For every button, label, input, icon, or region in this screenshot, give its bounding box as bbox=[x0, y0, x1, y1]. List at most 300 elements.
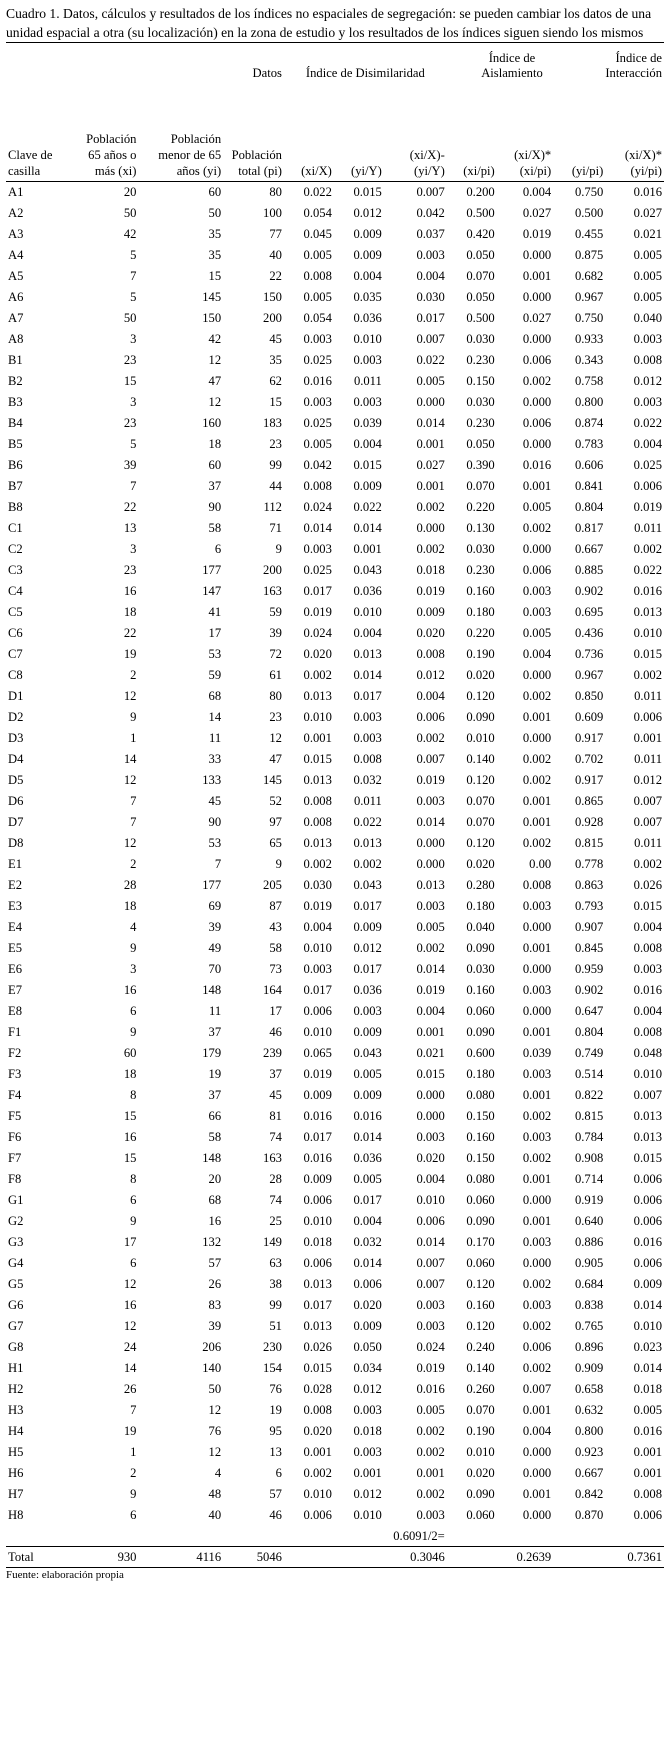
table-cell: 0.037 bbox=[416, 227, 445, 241]
table-cell: 0.006 bbox=[633, 1193, 662, 1207]
table-cell: 0.160 bbox=[466, 1130, 495, 1144]
table-cell: 0.018 bbox=[416, 563, 445, 577]
row-key-cell: G7 bbox=[8, 1319, 24, 1333]
table-cell: 0.009 bbox=[353, 227, 382, 241]
table-cell: 0.017 bbox=[353, 899, 382, 913]
row-key-cell: C6 bbox=[8, 626, 23, 640]
table-row bbox=[6, 917, 664, 938]
table-cell: 177 bbox=[202, 878, 222, 892]
table-cell: 0.002 bbox=[303, 668, 332, 682]
table-cell: 6 bbox=[214, 542, 222, 556]
table-cell: 11 bbox=[209, 1004, 222, 1018]
table-row bbox=[6, 203, 664, 224]
row-key-cell: H6 bbox=[8, 1466, 24, 1480]
table-cell: 0.020 bbox=[303, 1424, 332, 1438]
table-cell: 23 bbox=[269, 710, 282, 724]
table-cell: 0.004 bbox=[522, 185, 552, 199]
table-cell: 0.036 bbox=[353, 1151, 382, 1165]
table-cell: 0.026 bbox=[633, 878, 662, 892]
table-cell: 42 bbox=[208, 332, 222, 346]
table-cell: 0.682 bbox=[574, 269, 604, 283]
table-cell: 0.016 bbox=[303, 1151, 332, 1165]
table-cell: 0.003 bbox=[353, 1445, 382, 1459]
row-key-cell: D6 bbox=[8, 794, 24, 808]
table-cell: 0.020 bbox=[303, 647, 332, 661]
table-cell: 0.000 bbox=[522, 668, 552, 682]
table-cell: 0.008 bbox=[303, 479, 332, 493]
table-cell: 0.001 bbox=[522, 1403, 552, 1417]
table-cell: 0.014 bbox=[353, 1130, 382, 1144]
table-cell: 6 bbox=[130, 1256, 137, 1270]
table-row bbox=[6, 707, 664, 728]
table-cell: 0.230 bbox=[466, 416, 495, 430]
table-cell: 0.001 bbox=[416, 437, 445, 451]
table-cell: 39 bbox=[208, 920, 222, 934]
table-cell: 0.000 bbox=[522, 437, 552, 451]
table-cell: 0.027 bbox=[522, 206, 552, 220]
table-cell: 0.050 bbox=[466, 248, 495, 262]
table-cell: 40 bbox=[208, 1508, 222, 1522]
table-cell: 200 bbox=[263, 311, 282, 325]
table-row bbox=[6, 791, 664, 812]
table-cell: 0.017 bbox=[303, 584, 332, 598]
table-cell: 23 bbox=[123, 563, 137, 577]
table-cell: 0.008 bbox=[303, 794, 332, 808]
total-label: Total bbox=[6, 1547, 78, 1568]
table-cell: 0.015 bbox=[633, 647, 662, 661]
table-cell: 0.004 bbox=[416, 1172, 445, 1186]
table-cell: 160 bbox=[202, 416, 222, 430]
table-row bbox=[6, 854, 664, 875]
table-cell: 0.011 bbox=[353, 794, 382, 808]
row-key-cell: G2 bbox=[8, 1214, 24, 1228]
table-cell: 15 bbox=[123, 1109, 137, 1123]
table-cell: 18 bbox=[123, 899, 137, 913]
table-cell: 0.343 bbox=[574, 353, 604, 367]
table-row bbox=[6, 392, 664, 413]
row-key-cell: E3 bbox=[8, 899, 22, 913]
table-cell: 0.030 bbox=[466, 542, 495, 556]
table-cell: 16 bbox=[208, 1214, 222, 1228]
table-cell: 0.002 bbox=[522, 752, 552, 766]
table-row bbox=[6, 224, 664, 245]
table-cell: 0.280 bbox=[466, 878, 495, 892]
table-cell: 0.010 bbox=[303, 1214, 332, 1228]
table-cell: 0.006 bbox=[633, 479, 662, 493]
table-cell: 183 bbox=[263, 416, 282, 430]
table-row bbox=[6, 602, 664, 623]
table-cell: 0.436 bbox=[574, 626, 604, 640]
table-cell: 12 bbox=[123, 689, 137, 703]
table-cell: 0.928 bbox=[574, 815, 604, 829]
table-cell: 0.000 bbox=[416, 857, 445, 871]
total-row bbox=[6, 1547, 664, 1568]
table-cell: 0.004 bbox=[353, 269, 382, 283]
table-cell: 0.030 bbox=[466, 962, 495, 976]
table-cell: 80 bbox=[269, 185, 282, 199]
table-cell: 6 bbox=[130, 1508, 137, 1522]
table-cell: 0.014 bbox=[416, 416, 445, 430]
table-cell: 0.005 bbox=[522, 500, 552, 514]
table-cell: 0.001 bbox=[522, 815, 552, 829]
table-cell: 0.010 bbox=[416, 1193, 445, 1207]
table-cell: 0.016 bbox=[633, 185, 662, 199]
table-cell: 100 bbox=[263, 206, 282, 220]
table-cell: 0.008 bbox=[633, 1487, 662, 1501]
table-cell: 0.050 bbox=[466, 290, 495, 304]
table-cell: 0.006 bbox=[303, 1256, 332, 1270]
table-cell: 0.001 bbox=[303, 1445, 332, 1459]
row-key-cell: E4 bbox=[8, 920, 22, 934]
table-cell: 0.000 bbox=[522, 731, 552, 745]
table-cell: 0.647 bbox=[574, 1004, 604, 1018]
table-cell: 0.006 bbox=[522, 1340, 552, 1354]
table-row bbox=[6, 875, 664, 896]
table-row bbox=[6, 833, 664, 854]
table-cell: 95 bbox=[269, 1424, 282, 1438]
table-cell: 99 bbox=[269, 458, 282, 472]
table-cell: 0.874 bbox=[574, 416, 604, 430]
table-cell: 77 bbox=[269, 227, 282, 241]
total-empty-5 bbox=[334, 1547, 384, 1568]
table-cell: 0.120 bbox=[466, 689, 495, 703]
table-row bbox=[6, 371, 664, 392]
table-cell: 0.017 bbox=[353, 962, 382, 976]
table-cell: 0.030 bbox=[466, 332, 495, 346]
total-aislamiento: 0.2639 bbox=[497, 1547, 553, 1568]
table-cell: 0.001 bbox=[522, 269, 552, 283]
table-cell: 37 bbox=[208, 479, 222, 493]
total-y: 4116 bbox=[138, 1547, 223, 1568]
table-cell: 0.009 bbox=[353, 248, 382, 262]
table-cell: 200 bbox=[263, 563, 282, 577]
table-cell: 22 bbox=[123, 500, 137, 514]
table-cell: 0.002 bbox=[303, 857, 332, 871]
table-cell: 0.870 bbox=[574, 1508, 604, 1522]
table-cell: 35 bbox=[269, 353, 282, 367]
table-cell: 0.390 bbox=[466, 458, 495, 472]
table-cell: 0.016 bbox=[633, 584, 662, 598]
table-cell: 0.030 bbox=[416, 290, 445, 304]
row-key-cell: D1 bbox=[8, 689, 24, 703]
table-cell: 0.003 bbox=[416, 1130, 445, 1144]
table-cell: 0.065 bbox=[303, 1046, 332, 1060]
table-cell: 0.003 bbox=[303, 332, 332, 346]
table-cell: 44 bbox=[269, 479, 282, 493]
table-cell: 57 bbox=[269, 1487, 282, 1501]
total-empty-7 bbox=[447, 1547, 497, 1568]
table-row bbox=[6, 1379, 664, 1400]
table-row bbox=[6, 476, 664, 497]
table-cell: 0.042 bbox=[416, 206, 445, 220]
table-cell: 0.004 bbox=[416, 269, 445, 283]
table-cell: 45 bbox=[269, 332, 282, 346]
total-interaccion: 0.7361 bbox=[605, 1547, 664, 1568]
table-cell: 148 bbox=[202, 1151, 222, 1165]
table-cell: 0.012 bbox=[353, 1382, 382, 1396]
table-cell: 148 bbox=[202, 983, 222, 997]
table-cell: 0.967 bbox=[574, 668, 604, 682]
table-cell: 0.019 bbox=[522, 227, 552, 241]
table-cell: 9 bbox=[130, 1025, 137, 1039]
table-cell: 0.004 bbox=[353, 437, 382, 451]
table-cell: 0.609 bbox=[574, 710, 604, 724]
table-cell: 16 bbox=[123, 584, 137, 598]
table-cell: 7 bbox=[130, 794, 137, 808]
table-cell: 0.012 bbox=[353, 941, 382, 955]
table-cell: 0.048 bbox=[633, 1046, 662, 1060]
table-cell: 0.001 bbox=[522, 710, 552, 724]
table-cell: 0.260 bbox=[466, 1382, 495, 1396]
table-cell: 0.016 bbox=[522, 458, 552, 472]
table-cell: 0.420 bbox=[466, 227, 495, 241]
row-key-cell: A2 bbox=[8, 206, 24, 220]
table-cell: 2 bbox=[130, 857, 137, 871]
group-aislamiento: Índice de Aislamiento bbox=[447, 43, 553, 84]
table-cell: 0.001 bbox=[522, 1172, 552, 1186]
table-cell: 28 bbox=[123, 878, 137, 892]
table-cell: 50 bbox=[208, 1382, 222, 1396]
table-cell: 0.013 bbox=[633, 1130, 662, 1144]
row-key-cell: C2 bbox=[8, 542, 23, 556]
table-cell: 0.009 bbox=[353, 1088, 382, 1102]
table-cell: 0.010 bbox=[303, 941, 332, 955]
table-cell: 99 bbox=[269, 1298, 282, 1312]
table-row bbox=[6, 644, 664, 665]
table-cell: 40 bbox=[269, 248, 282, 262]
table-cell: 12 bbox=[123, 836, 137, 850]
table-row bbox=[6, 623, 664, 644]
table-cell: 140 bbox=[202, 1361, 222, 1375]
table-cell: 0.005 bbox=[353, 1067, 382, 1081]
table-cell: 0.036 bbox=[353, 311, 382, 325]
row-key-cell: C8 bbox=[8, 668, 23, 682]
table-cell: 0.002 bbox=[522, 689, 552, 703]
table-cell: 0.000 bbox=[522, 395, 552, 409]
table-cell: 0.003 bbox=[633, 962, 662, 976]
table-cell: 0.003 bbox=[416, 899, 445, 913]
table-row bbox=[6, 1106, 664, 1127]
table-cell: 17 bbox=[208, 626, 222, 640]
table-cell: 38 bbox=[269, 1277, 282, 1291]
table-cell: 0.032 bbox=[353, 773, 382, 787]
table-cell: 12 bbox=[123, 1319, 137, 1333]
row-key-cell: C7 bbox=[8, 647, 23, 661]
table-cell: 68 bbox=[208, 1193, 222, 1207]
table-cell: 0.001 bbox=[303, 731, 332, 745]
table-cell: 0.006 bbox=[633, 710, 662, 724]
table-row bbox=[6, 1337, 664, 1358]
table-cell: 0.003 bbox=[416, 1319, 445, 1333]
table-cell: 0.016 bbox=[633, 1424, 662, 1438]
table-cell: 0.003 bbox=[522, 983, 552, 997]
table-cell: 0.001 bbox=[633, 1466, 662, 1480]
table-cell: 132 bbox=[202, 1235, 222, 1249]
table-cell: 71 bbox=[269, 521, 282, 535]
table-cell: 0.008 bbox=[303, 815, 332, 829]
table-cell: 0.003 bbox=[633, 332, 662, 346]
table-cell: 0.180 bbox=[466, 605, 495, 619]
table-cell: 17 bbox=[123, 1235, 137, 1249]
table-cell: 0.015 bbox=[303, 752, 332, 766]
table-cell: 0.003 bbox=[522, 1235, 552, 1249]
table-cell: 4 bbox=[130, 920, 137, 934]
table-cell: 0.018 bbox=[353, 1424, 382, 1438]
table-cell: 239 bbox=[263, 1046, 282, 1060]
row-key-cell: D4 bbox=[8, 752, 24, 766]
table-cell: 0.003 bbox=[522, 1067, 552, 1081]
table-cell: 0.035 bbox=[353, 290, 382, 304]
table-cell: 65 bbox=[269, 836, 282, 850]
table-cell: 6 bbox=[275, 1466, 282, 1480]
table-row bbox=[6, 287, 664, 308]
table-cell: 0.006 bbox=[416, 1214, 445, 1228]
table-cell: 14 bbox=[123, 1361, 137, 1375]
table-cell: 0.000 bbox=[522, 542, 552, 556]
table-cell: 0.007 bbox=[416, 332, 445, 346]
table-cell: 8 bbox=[130, 1088, 137, 1102]
row-key-cell: E8 bbox=[8, 1004, 22, 1018]
table-cell: 0.005 bbox=[522, 626, 552, 640]
table-cell: 0.030 bbox=[466, 395, 495, 409]
table-cell: 205 bbox=[263, 878, 282, 892]
table-cell: 0.016 bbox=[633, 983, 662, 997]
table-cell: 23 bbox=[123, 353, 137, 367]
total-empty-4 bbox=[284, 1547, 334, 1568]
table-cell: 0.001 bbox=[522, 1025, 552, 1039]
table-cell: 0.003 bbox=[522, 584, 552, 598]
table-cell: 0.008 bbox=[633, 353, 662, 367]
row-key-cell: D5 bbox=[8, 773, 24, 787]
table-cell: 0.001 bbox=[353, 1466, 382, 1480]
table-cell: 9 bbox=[275, 542, 282, 556]
row-key-cell: F8 bbox=[8, 1172, 22, 1186]
table-cell: 9 bbox=[275, 857, 282, 871]
table-cell: 0.005 bbox=[303, 290, 332, 304]
table-cell: 16 bbox=[123, 1130, 137, 1144]
table-cell: 28 bbox=[269, 1172, 282, 1186]
table-cell: 0.002 bbox=[353, 857, 382, 871]
table-cell: 0.070 bbox=[466, 479, 495, 493]
table-cell: 0.000 bbox=[416, 1088, 445, 1102]
table-cell: 53 bbox=[208, 647, 222, 661]
sum-note: 0.6091/2= bbox=[393, 1529, 445, 1543]
table-row bbox=[6, 1295, 664, 1316]
table-cell: 0.200 bbox=[466, 185, 495, 199]
table-cell: 33 bbox=[208, 752, 222, 766]
table-cell: 0.667 bbox=[574, 1466, 604, 1480]
table-cell: 49 bbox=[208, 941, 222, 955]
table-cell: 0.006 bbox=[522, 416, 552, 430]
row-key-cell: F3 bbox=[8, 1067, 22, 1081]
table-cell: 0.043 bbox=[353, 878, 382, 892]
table-cell: 145 bbox=[202, 290, 222, 304]
table-cell: 14 bbox=[208, 710, 222, 724]
table-cell: 0.001 bbox=[522, 479, 552, 493]
row-key-cell: H3 bbox=[8, 1403, 24, 1417]
row-key-cell: E2 bbox=[8, 878, 22, 892]
table-cell: 0.002 bbox=[416, 1424, 445, 1438]
table-cell: 0.003 bbox=[303, 395, 332, 409]
table-cell: 0.160 bbox=[466, 983, 495, 997]
table-row bbox=[6, 686, 664, 707]
row-key-cell: B6 bbox=[8, 458, 23, 472]
row-key-cell: H2 bbox=[8, 1382, 24, 1396]
table-cell: 0.800 bbox=[574, 1424, 604, 1438]
table-cell: 7 bbox=[130, 269, 137, 283]
row-key-cell: C5 bbox=[8, 605, 23, 619]
row-key-cell: H5 bbox=[8, 1445, 24, 1459]
table-row bbox=[6, 1127, 664, 1148]
col-header-yi-Y: (yi/Y) bbox=[334, 83, 384, 182]
table-cell: 133 bbox=[202, 773, 222, 787]
table-cell: 0.967 bbox=[574, 290, 604, 304]
table-cell: 0.090 bbox=[466, 941, 495, 955]
table-cell: 0.008 bbox=[522, 878, 552, 892]
table-cell: 0.959 bbox=[574, 962, 604, 976]
table-cell: 0.658 bbox=[574, 1382, 604, 1396]
table-cell: 45 bbox=[269, 1088, 282, 1102]
table-cell: 0.090 bbox=[466, 710, 495, 724]
table-cell: 0.025 bbox=[303, 563, 332, 577]
table-row bbox=[6, 1274, 664, 1295]
table-cell: 46 bbox=[269, 1025, 282, 1039]
col-header-aislamiento: (xi/X)* (xi/pi) bbox=[497, 83, 553, 182]
table-cell: 0.002 bbox=[633, 542, 662, 556]
table-cell: 58 bbox=[208, 521, 222, 535]
table-cell: 0.039 bbox=[522, 1046, 552, 1060]
table-cell: 13 bbox=[269, 1445, 282, 1459]
table-row bbox=[6, 182, 664, 204]
table-cell: 147 bbox=[202, 584, 222, 598]
table-cell: 0.010 bbox=[303, 1025, 332, 1039]
table-cell: 0.003 bbox=[522, 899, 552, 913]
row-key-cell: A8 bbox=[8, 332, 24, 346]
table-cell: 0.230 bbox=[466, 563, 495, 577]
table-cell: 68 bbox=[208, 689, 222, 703]
table-cell: 0.019 bbox=[416, 584, 445, 598]
group-header-row bbox=[6, 43, 664, 84]
table-cell: 37 bbox=[269, 1067, 282, 1081]
table-cell: 0.016 bbox=[353, 1109, 382, 1123]
table-cell: 0.070 bbox=[466, 269, 495, 283]
table-cell: 57 bbox=[208, 1256, 222, 1270]
table-cell: 0.080 bbox=[466, 1088, 495, 1102]
table-cell: 0.021 bbox=[633, 227, 662, 241]
table-cell: 0.080 bbox=[466, 1172, 495, 1186]
table-cell: 47 bbox=[269, 752, 282, 766]
row-key-cell: A4 bbox=[8, 248, 24, 262]
table-cell: 0.684 bbox=[574, 1277, 604, 1291]
table-cell: 0.842 bbox=[574, 1487, 604, 1501]
table-cell: 0.009 bbox=[353, 1319, 382, 1333]
table-cell: 70 bbox=[208, 962, 222, 976]
table-row bbox=[6, 812, 664, 833]
table-cell: 0.120 bbox=[466, 773, 495, 787]
table-cell: 61 bbox=[269, 668, 282, 682]
table-cell: 0.043 bbox=[353, 563, 382, 577]
table-cell: 6 bbox=[130, 1004, 137, 1018]
table-cell: 0.120 bbox=[466, 836, 495, 850]
table-cell: 0.002 bbox=[522, 836, 552, 850]
row-key-cell: C3 bbox=[8, 563, 23, 577]
table-cell: 0.010 bbox=[353, 605, 382, 619]
table-cell: 0.003 bbox=[353, 731, 382, 745]
table-cell: 0.060 bbox=[466, 1193, 495, 1207]
table-cell: 0.003 bbox=[416, 1508, 445, 1522]
table-cell: 0.896 bbox=[574, 1340, 604, 1354]
table-cell: 0.025 bbox=[303, 353, 332, 367]
